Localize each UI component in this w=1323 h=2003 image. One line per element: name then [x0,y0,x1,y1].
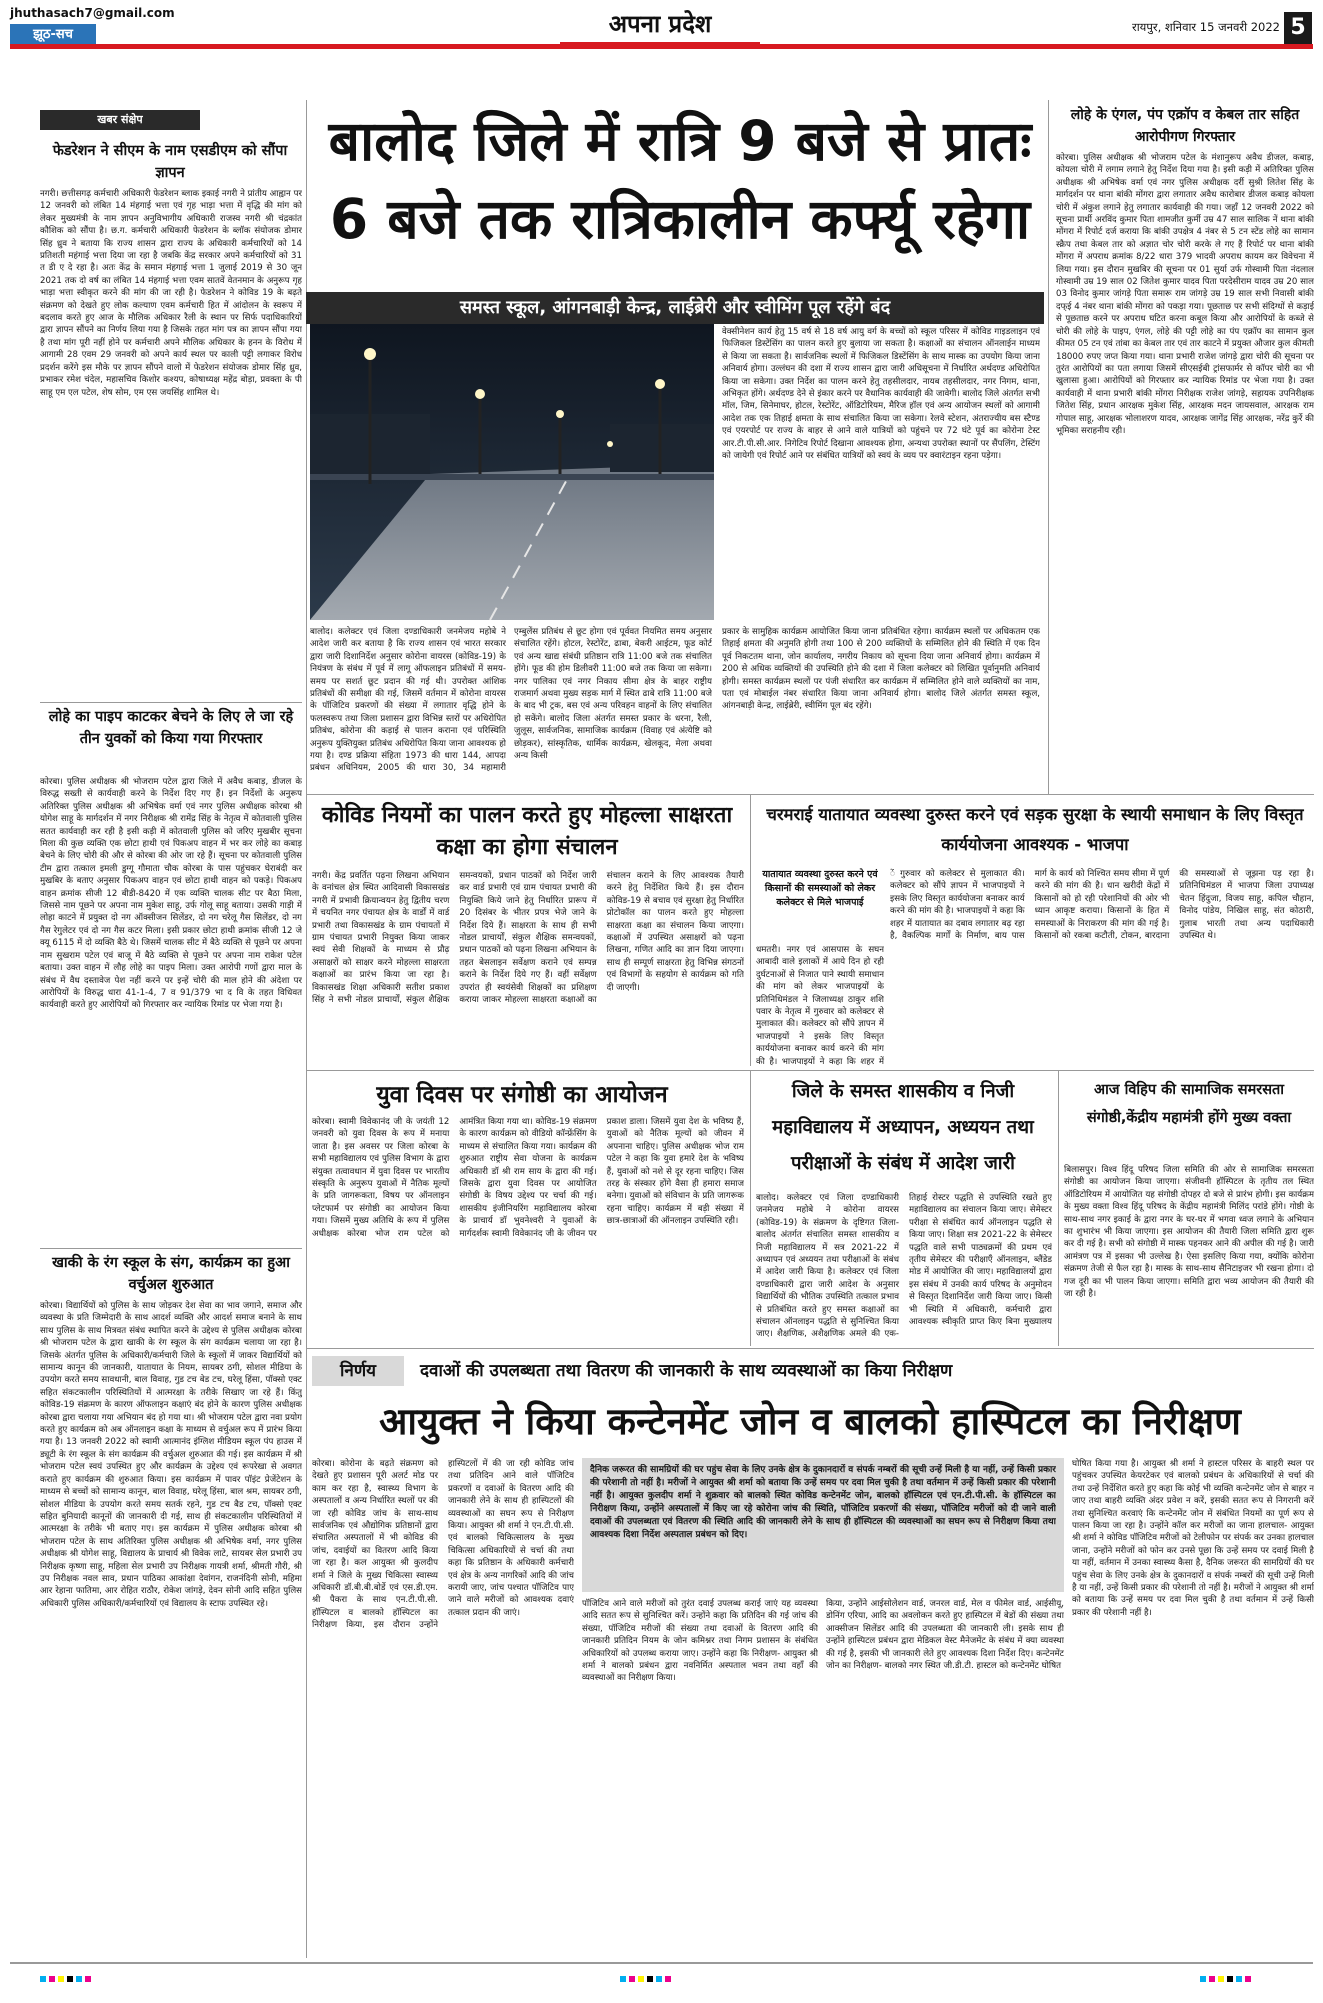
bhajpa-body-cont-text: ें गुरुवार को कलेक्टर से मुलाकात की। कलेक्टर को सौंपे ज्ञापन में भाजपाइयों ने इसके लिए विस्तृत कार्ययोजना बनाकर कार्य करने की मांग की है। भाजपाइयों ने कहा कि शहर में यातायात का दबाव लगातार बढ़ रहा है, वैकल्पिक मार्गों के निर्माण, बाय पास मार्ग के कार्य को निश्चित समय सीमा में पूर्ण करने की मांग की है। धान खरीदी केंद्रों में किसानों को हो रही परेशानियों की ओर भी ध्यान आकृष्ट कराया। किसानों के हित में समस्याओं के निराकरण की मांग की गई है। किसानों को रकबा कटौती, टोकन, बारदाना की समस्याओं से जूझना पड़ रहा है। प्रतिनिधिमंडल में भाजपा जिला उपाध्यक्ष चेतन हिंदुजा, विजय साहू, कपिल चौहान, विनोद पांडेय, निखिल साहू, संत कोठारी, गुलाब भारती तथा अन्य पदाधिकारी उपस्थित थे। [890,869,1314,942]
bhajpa-subhead: यातायात व्यवस्था दुरुस्त करने एवं किसानों की समस्याओं को लेकर कलेक्टर से मिले भाजपाई [762,869,878,908]
curfew-street-photo [310,324,714,620]
bottom-col-4: घोषित किया गया है। आयुक्त श्री शर्मा ने हास्टल परिसर के बाहरी स्थल पर पहुंचकर उपस्थित केयरटेकर एवं बालको प्रबंधन के अधिकारियों से चर्चा की तथा उन्हें निर्देशित करते हुए कहा कि कोई भी व्यक्ति कन्टेनमेंट जोन से बाहर न जाए तथा बाहरी व्यक्ति अंदर प्रवेश न करें, इसकी सतत रूप से निगरानी करें तथा सुनिश्चित करवाएं कि कन्टेनमेंट जोन में संबंधित नियमों का पूर्ण रूप से पालन किया जा रहा है। उन्होंने कॉल कर मरीजों का जाना हालचाल- आयुक्त श्री शर्मा ने कोविड पॉजिटिव मरीजों को टेलीफोन पर संपर्क कर उनका हालचाल जाना, उन्होंने मरीजों को फोन कर उनसे पूछा कि उन्हें समय पर दवाई मिली है या नहीं, वर्तमान में उनका स्वास्थ्य कैसा है, दैनिक जरूरत की सामग्रियों की घर पहुंच सेवा के लिए उनके क्षेत्र के दुकानदारों व संपर्क नम्बरों की सूची उन्हें मिली है या नहीं, उन्हें किसी प्रकार की परेशानी तो नहीं है। मरीजों ने आयुक्त श्री शर्मा को बताया कि उन्हें समय पर दवा मिल चुकी है तथा वर्तमान में उन्हें किसी प्रकार की परेशानी नहीं है। [1072,1459,1314,1618]
vidyalaya-headline: जिले के समस्त शासकीय व निजी महाविद्यालय में अध्यापन, अध्ययन तथा परीक्षाओं के संबंध में आदेश जारी [772,1081,1034,1174]
lead-body-col1: बालोद। कलेक्टर एवं जिला दण्डाधिकारी जनमेजय महोबे ने आदेश जारी कर बताया है कि राज्य शासन एवं भारत सरकार द्वारा जारी दिशानिर्देश अनुसार कोरोना वायरस (कोविड-19) के नियंत्रण के संबंध में पूर्व में लागू ऑफलाइन प्रतिबंधों में समय-समय पर सशर्त छूट प्रदान की गई थी। उपरोक्त आंशिक प्रतिबंधों की समीक्षा की गई, जिसमें वर्तमान में कोरोना वायरस के पॉजिटिव प्रकरणों की संख्या में लगातार वृद्धि होने के फलस्वरूप तथा जिला प्रशासन द्वारा विभिन्न स्तरों पर अधिरोपित प्रतिबंध, कोरोना की कड़ाई से पालन कराना एवं परिस्थिति अनुरूप युक्तियुक्त प्रतिबंध अधिरोपित किया जाना आवश्यक हो गया है। दण्ड प्रक्रिया संहिता 1973 की धारा 144, आपदा प्रबंधन अधिनियम, 2005 की धारा 30, 34 महामारी [310,627,506,774]
vihip-headline: आज विहिप की सामाजिक समरसता संगोष्ठी,केंद्रीय महामंत्री होंगे मुख्य वक्ता [1086,1082,1292,1126]
brief-1-headline: फेडरेशन ने सीएम के नाम एसडीएम को सौंपा ज्ञापन [52,143,288,181]
registration-dots-center [620,1976,671,1982]
vihip-body: बिलासपुर। विश्व हिंदू परिषद जिला समिति की ओर से सामाजिक समरसता संगोष्ठी का आयोजन किया जाएगा। संजीवनी हॉस्पिटल के तृतीय तल स्थित ऑडिटोरियम में आयोजित यह संगोष्ठी दोपहर दो बजे से प्रारंभ होगी। इस कार्यक्रम के मुख्य वक्ता विश्व हिंदू परिषद के केंद्रीय महामंत्री मिलिंद परांडे होंगे। गोष्ठी के साथ-साथ नगर इकाई के द्वारा नगर के घर-घर में भगवा ध्वज लगाने के अभियान का शुभारंभ भी किया जाएगा। इस आयोजन की तैयारी जिला समिति द्वारा शुरू कर दी गई है। सभी को संगोष्ठी में मास्क पहनकर आने की अपील की गई है। जारी आमंत्रण पत्र में इसका भी उल्लेख है। ऐसा इसलिए किया गया, क्योंकि कोरोना संक्रमण तेजी से फैल रहा है। मास्क के साथ-साथ सैनिटाइजर भी रखना होगा। दो गज दूरी का भी पालन किया जाएगा। समिति द्वारा भव्य आयोजन की तैयारी की जा रही है। [1064,1165,1314,1300]
header-red-band [10,44,1313,49]
brief-3-headline: खाकी के रंग स्कूल के संग, कार्यक्रम का हुआ वर्चुअल शुरुआत [52,1255,290,1293]
bottom-col-3: किया, उन्होंने आईसोलेशन वार्ड, जनरल वार्ड, मेल व फीमेल वार्ड, आईसीयू, डोनिंग एरिया, आदि का अवलोकन करते हुए हास्पिटल में बेडों की संख्या तथा आक्सीजन सिलेंडर आदि की उपलब्धता की जानकारी ली। इसके साथ ही उन्होंने हास्पिटल प्रबंधन द्वारा मेडिकल वेस्ट मैनेजमेंट के संबंध में क्या व्यवस्था की गई है, इसकी भी जानकारी लेते हुए आवश्यक दिशा निर्देश दिए। कन्टेनमेंट जोन का निरीक्षण- बालको नगर स्थित जी.डी.टी. हास्टल को कन्टेनमेंट घोषित [826,1599,1064,1672]
yuva-headline: युवा दिवस पर संगोष्ठी का आयोजन [376,1082,668,1108]
bottom-highlight-box [582,1458,1064,1592]
night-road-image [310,324,714,620]
bottom-col-1: कोरबा। कोरोना के बढ़ते संक्रमण को देखते हुए प्रशासन पूरी अलर्ट मोड पर काम कर रहा है, स्वास्थ्य विभाग के अस्पतालों व अन्य निर्धारित स्थलों पर की जा रही कोविड जांच के साथ-साथ सार्वजनिक एवं औद्योगिक प्रतिष्ठानों द्वारा संचालित अस्पतालों में भी कोविड की जांच, दवाईयों का वितरण आदि किया जा रहा है। कल आयुक्त श्री कुलदीप शर्मा ने जिले के मुख्य चिकित्सा स्वास्थ्य अधिकारी डॉ.बी.बी.बोर्डे एवं एस.डी.एम. श्री पैकरा के साथ एन.टी.पी.सी. हॉस्पिटल व बालको हॉस्पिटल का निरीक्षण किया, इस दौरान उन्होंने हास्पिटलों में की जा रही कोविड जांच तथा प्रतिदिन आने वाले पॉजिटिव प्रकरणों व दवाओं के वितरण आदि की जानकारी लेने के साथ ही हास्पिटलों की व्यवस्थाओं का सघन रूप से निरीक्षण किया। आयुक्त श्री शर्मा ने एन.टी.पी.सी. एवं बालको चिकित्सालय के मुख्य चिकित्सा अधिकारियों से चर्चा की तथा कहा कि प्रतिष्ठान के अधिकारी कर्मचारी एवं क्षेत्र के अन्य नागरिकों आदि की जांच करायी जाए, जांच पश्चात पॉजिटिव पाए जाने वाले मरीजों को आवश्यक दवाएं तत्काल प्रदान की जाएं। [312,1459,574,1631]
bhajpa-body: धमतरी। नगर एवं आसपास के सघन आबादी वाले इलाकों में आये दिन हो रही दुर्घटनाओं से निजात पाने स्थायी समाधान की मांग को लेकर भाजपाइयों के प्रतिनिधिमंडल ने जिलाध्यक्ष ठाकुर शशि पवार के नेतृत्व में गुरुवार को कलेक्टर से मुलाकात की। कलेक्टर को सौंपे ज्ञापन में भाजपाइयों ने इसके लिए विस्तृत कार्ययोजना बनाकर कार्य करने की मांग की है। भाजपाइयों ने कहा कि शहर में [756,945,884,1066]
brief-2-body: कोरबा। पुलिस अधीक्षक श्री भोजराम पटेल द्वारा जिले में अवैध कबाड़, डीजल के विरुद्ध सख्ती से कार्यवाही करने के निर्देश दिए गए हैं। इन निर्देशों के अनुरूप अतिरिक्त पुलिस अधीक्षक श्री अभिषेक वर्मा एवं नगर पुलिस अधीक्षक कोरबा श्री योगेश साहू के मार्गदर्शन में नगर निरीक्षक श्री रामेंद्र सिंह के नेतृत्व में कोतवाली पुलिस सतत कार्यवाही कर रही है इसी कड़ी में कोतवाली पुलिस को जरिए मुखबीर सूचना मिला की कुछ व्यक्ति एक छोटा हाथी एवं पिकअप वाहन में भर कर लोहे का कबाड़ बेचने के लिए चोरी की और से कोरबा की ओर जा रहे हैं। सूचना पर कोतवाली पुलिस टीम द्वारा तत्काल इमली डुग्गू गौमाता चौक कोरबा के पास पहुंचकर घेराबंदी कर मुखबिर के बताए अनुसार पिकअप वाहन एवं छोटा हाथी वाहन को पकड़े। पिकअप वाहन क्रमांक सीजी 12 बीडी-8420 में एक व्यक्ति चालक सीट पर बैठा मिला, जिससे नाम पूछने पर अपना नाम मुकेश साहू, उर्फ गोलू साहू बताया। उसकी गाड़ी में लोहा काटने में प्रयुक्त दो नग ऑक्सीजन सिलेंडर, दो नग चरेलू गैस सिलेंडर, दो नग गैस रेगुलेटर एवं दो नग गैस कटर मिला। इसी प्रकार छोटा हाथी क्रमांक सीजी 12 जे क्यू 6115 में दो व्यक्ति बैठे थे। जिसमें चालक सीट में बैठे व्यक्ति से पूछने पर अपना नाम सुखराम पटेल एवं बाजू में बैठे व्यक्ति से पूछने पर अपना नाम राकेश पटेल बताया। उक्त वाहन में लौह लोहे का पाइप मिला। उक्त आरोपी गणों द्वारा माल के संबंध में वैध दस्तावेज पेश नहीं करने पर इन्हें चोरी की माल होने की अंदेशा पर आरोपियों के विरुद्ध धारा 41-1-4, 7 व 91/379 भा द वि के तहत विधिवत कार्यवाही करते हुए आरोपियों को गिरफ्तार कर न्यायिक रिमांड पर भेजा गया है। [40,777,302,1011]
bottom-col-2: पॉजिटिव आने वाले मरीजों को तुरंत दवाई उपलब्ध कराई जाएं यह व्यवस्था आदि सतत रूप से सुनिश्चित करें। उन्होंने कहा कि प्रतिदिन की गई जांच की संख्या, पॉजिटिव मरीजों की संख्या तथा दवाओं के वितरण आदि की जानकारी प्रतिदिन नियम के जोन कमिश्नर तथा निगम प्रशासन के संबंधित अधिकारियों को उपलब्ध कराया जाए। उन्होंने कहा कि निरीक्षण- आयुक्त श्री शर्मा ने बालको प्रबंधन द्वारा नवनिर्मित अस्पताल भवन तथा वहाँ की व्यवस्थाओं का निरीक्षण किया। [582,1599,818,1684]
registration-dots-right [1200,1976,1251,1982]
footer-rule [10,1962,1313,1964]
brief-2-headline: लोहे का पाइप काटकर बेचने के लिए ले जा रहे तीन युवकों को किया गया गिरफ्तार [48,709,294,747]
bhajpa-body-cont [890,868,1314,1066]
registration-dots-left [40,1976,91,1982]
right-top-body: कोरबा। पुलिस अधीक्षक श्री भोजराम पटेल के मंशानुरूप अवैध डीजल, कबाड़, कोयला चोरी में लगाम लगाने हेतु निर्देश दिया गया है। इसी कड़ी में अतिरिक्त पुलिस अधीक्षक श्री अभिषेक वर्मा एवं नगर पुलिस अधीक्षक दर्री सुश्री लितेश सिंह के मार्गदर्शन पर थाना बांकी मोंगरा द्वारा लगातार अवैध कारोबार डीजल कबाड़ कोयला चोरी में अंकुश लगाने हेतु लगातार कार्यवाही की गया। जहाँ 12 जनवरी 2022 को सूचना प्रार्थी अरविंद कुमार पिता शामजीत कुर्मी उम्र 47 साल सालिक नें थाना बांकी मोंगरा में रिपोर्ट दर्ज कराया कि बांकी उपक्षेत्र 4 नंबर से 5 टन स्टेंड लोहे का सामान स्क्रैप तथा केबल तार को अज्ञात चोर चोरी करके ले गए हैं रिपोर्ट पर थाना बांकी मोंगरा में अपराध क्रमांक 8/22 धारा 379 भादवी अपराध कायम कर विवेचना में लिया गया। इस दौरान मुखबिर की सूचना पर 01 सुर्या उर्फ गोस्वामी पिता नंदलाल गोस्वामी उम्र 19 साल 02 जितेश कुमार यादव पिता परदेसीराम यादव उम्र 20 साल 03 विनोद कुमार जांगड़े पिता समारू राम जांगड़े उम्र 19 साल सभी निवासी बांकी दफ्ई 4 नंबर थाना बांकी मोंगरा को पकड़ा गया। पूछताछ पर सभी संदिग्धों से कड़ाई से पूछताछ करने पर अपराध घटित करना कबूल किया और आरोपियों के कब्जे से चोरी की लोहे के पाइप, एंगल, लोहे की पट्टी लोहे का पंप एक्रॉप का सामान कुल कीमत 05 टन एवं तांबा का केबल तार एवं तार काटने में प्रयुक्त औजार कुल कीमती 18000 रुपए जप्त किया गया। थाना प्रभारी राजेश जांगड़े द्वारा चोरी की सूचना पर तुरंत आरोपियों का पता लगाया जिसमें सीएसईबी ट्रांसफार्मर से कॉपर चोरी का भी खुलासा हुआ। आरोपियों को गिरफ्तार कर न्यायिक रिमांड पर भेजा गया है। उक्त कार्यवाही में थाना प्रभारी बांकी मोंगरा निरीक्षक राजेश जांगड़े, सहायक उपनिरीक्षक जितेश सिंह, प्रधान आरक्षक मुकेश सिंह, आरक्षक मदन जायसवाल, आरक्षक राम गोपाल साहू, आरक्षक भोलाशरण यादव, आरक्षक जागेंद्र सिंह आरक्षक, नरेंद्र कुर्रे की भूमिका सराहनीय रही। [1056,153,1314,436]
lead-headline: बालोद जिले में रात्रि 9 बजे से प्रातः 6 बजे तक रात्रिकालीन कर्फ्यू रहेगा [328,109,1032,251]
vidyalaya-body: बालोद। कलेक्टर एवं जिला दण्डाधिकारी जनमेजय महोबे ने कोरोना वायरस (कोविड-19) के संक्रमण के दृष्टिगत जिला-बालोद अंतर्गत संचालित समस्त शासकीय व निजी महाविद्यालय में सत्र 2021-22 में अध्यापन एवं अध्ययन तथा परीक्षाओं के संबंध में आदेश जारी किया है। कलेक्टर एवं जिला दण्डाधिकारी द्वारा जारी आदेश के अनुसार विद्यार्थियों की भौतिक उपस्थिति तत्काल प्रभाव से प्रतिबंधित करते हुए समस्त कक्षाओं का संचालन ऑनलाइन पद्धति से सुनिश्चित किया जाए। शैक्षणिक, अशैक्षणिक अमले की एक-तिहाई रोस्टर पद्धति से उपस्थिति रखते हुए महाविद्यालय का संचालन किया जाए। सेमेस्टर परीक्षा से संबंधित कार्य ऑनलाइन पद्धति से किया जाए। शिक्षा सत्र 2021-22 के सेमेस्टर पद्धति वाले सभी पाठ्यक्रमों की प्रथम एवं तृतीय सेमेस्टर की परीक्षाएँ ऑनलाइन, ब्लैंडेड मोड में आयोजित की जाए। महाविद्यालयों द्वारा इस संबंध में उनकी कार्य परिषद के अनुमोदन से विस्तृत दिशानिर्देश जारी किया जाए। किसी भी स्थिति में अधिकारी, कर्मचारी द्वारा आवश्यक स्वीकृति प्राप्त किए बिना मुख्यालय [756,1193,1052,1340]
mohalla-body: नगरी। केंद्र प्रवर्तित पढ़ना लिखना अभियान के वनांचल क्षेत्र स्थित आदिवासी विकासखंड नगरी में प्रभावी क्रियान्वयन हेतु द्वितीय चरण में चयनित नगर पंचायत क्षेत्र के वार्डों में वार्ड प्रभारी तथा विकासखंड के ग्राम पंचायतों में ग्राम पंचायत प्रभारी नियुक्त किया जाकर स्वयं सेवी शिक्षकों के माध्यम से प्रौढ़ असाक्षरों को साक्षर करने मोहल्ला साक्षरता कक्षाओं का प्रारंभ किया जा रहा है। विकासखंड शिक्षा अधिकारी सतीश प्रकाश सिंह ने सभी नोडल प्राचार्यों, संकुल शैक्षिक समन्वयकों, प्रधान पाठकों को निर्देश जारी कर वार्ड प्रभारी एवं ग्राम पंचायत प्रभारी की नियुक्ति किये जाने हेतु निर्धारित प्रारूप में 20 दिसंबर के भीतर प्रपत्र भेजे जाने के निर्देश दिये हैं। साक्षरता के साथ ही सभी नोडल प्राचार्यों, संकुल शैक्षिक समन्वयकों, प्रधान पाठकों को पढ़ना लिखना अभियान के तहत बेसलाइन सर्वेक्षण कराने एवं सम्पन्न कराने के निर्देश दिये गए हैं। वहीं सर्वेक्षण उपरांत ही स्वयंसेवी शिक्षकों का प्रशिक्षण कराया जाकर मोहल्ला साक्षरता कक्षाओं का संचालन कराने के लिए आवश्यक तैयारी करने हेतु निर्देशित किये हैं। इस दौरान कोविड-19 से बचाव एवं सुरक्षा हेतु निर्धारित प्रोटोकॉल का पालन करते हुए मोहल्ला साक्षरता कक्षा का संचालन किया जाएगा। कक्षाओं में उपस्थित असाक्षरों को पढ़ना लिखना, गणित आदि का ज्ञान दिया जाएगा। साथ ही सम्पूर्ण साक्षरता हेतु विभिन्न संगठनों एवं विभागों के सहयोग से कार्यक्रम को गति दी जाएगी। [312,871,744,1006]
brief-3-body: कोरबा। विद्यार्थियों को पुलिस के साथ जोड़कर देश सेवा का भाव जगाने, समाज और व्यवस्था के प्रति जिम्मेदारी के साथ आदर्श व्यक्ति और आदर्श समाज बनाने के साथ साथ पुलिस के साथ मित्रवत संबंध स्थापित करने के उद्देश्य से पुलिस अधीक्षक कोरबा श्री भोजराम पटेल के द्वारा खाकी के रंग स्कूल के संग कार्यक्रम चलाया जा रहा है। जिसके अंतर्गत पुलिस के अधिकारी/कर्मचारी जिले के स्कूलों में जाकर विद्यार्थियों को सामान्य कानून की जानकारी, यातायात के नियम, सायबर ठगी, सोशल मीडिया के उपयोग करते समय सावधानी, बाल विवाह, गुड टच बेड टच, घरेलू हिंसा, पॉक्सो एक्ट सहित संकटकालीन परिस्थितियों में आत्मरक्षा के तरीके सिखाए जा रहे हैं। किंतु कोविड-19 संक्रमण के कारण ऑफलाइन कक्षाएं बंद होने के कारण पुलिस अधीक्षक कोरबा द्वारा चलाया गया अभियान बंद हो गया था। श्री भोजराम पटेल द्वारा नवा प्रयोग करते हुए कार्यक्रम को अब ऑनलाइन कक्षा के माध्यम से वर्चुअल रूप में प्रारंभ किया गया है। 13 जनवरी 2022 को स्वामी आत्मानंद इंग्लिश मीडियम स्कूल पंप हाउस में ड्यूटी के रंग स्कूल के संग कार्यक्रम की वर्चुअल शुरुआत की गई। इस कार्यक्रम में श्री भोजराम पटेल स्वयं उपस्थित हुए और कार्यक्रम के उद्देश्य एवं रूपरेखा से अवगत कराते हुए कार्यक्रम की शुरुआत किया। इस कार्यक्रम में पावर पॉइंट प्रेजेंटेशन के माध्यम से बच्चों को सामान्य कानून, बाल विवाह, घरेलू हिंसा, बाल श्रम, सायबर ठगी, सोशल मीडिया के उपयोग करते समय सतर्क रहने, गुड टच बैड टच, पॉक्सो एक्ट सहित बुनियादी कानूनों की जानकारी दी गई, साथ ही संकटकालीन परिस्थितियों में आत्मरक्षा के तरीके भी बताए गए। इस कार्यक्रम में पुलिस अधीक्षक कोरबा श्री भोजराम पटेल के साथ अतिरिक्त पुलिस अधीक्षक श्री अभिषेक वर्मा, नगर पुलिस अधीक्षक श्री योगेश साहू, विद्यालय के प्राचार्य श्री विवेक लाटे, सायबर सेल प्रभारी उप निरीक्षक कृष्णा साहू, महिला सेल प्रभारी उप निरीक्षक गायत्री शर्मा, श्रीमती गौरी, श्री उप निरीक्षक नवल साव, प्रधान पाठिका आकांक्षा देवांगन, राजनंदिनी सोनी, महिमा आर रेहाना फातिमा, आर रोहित राठौर, रोकेश जांगड़े, देवन सोनी आदि सहित पुलिस अधिकारी पुलिस अधिकारी/कर्मचारियों एवं विद्यालय के स्टाफ उपस्थित रहे। [40,1301,302,1609]
bottom-headline: आयुक्त ने किया कन्टेनमेंट जोन व बालको हास्पिटल का निरीक्षण [379,1400,1241,1443]
lead-body-right-top: वेक्सीनेशन कार्य हेतु 15 वर्ष से 18 वर्ष आयु वर्ग के बच्चों को स्कूल परिसर में कोविड गाइडलाइन एवं फिजिकल डिस्टेंसिंग का पालन करते हुए बुलाया जा सकता है। कक्षाओं का संचालन ऑनलाईन माध्यम से किया जा सकता है। सार्वजनिक स्थलों में फिजिकल डिस्टेंसिंग के साथ मास्क का उपयोग किया जाना अनिवार्य होगा। उल्लंघन की दशा में राज्य शासन द्वारा जारी अधिसूचना में निर्धारित अर्थदण्ड अधिरोपित किया जा सकेगा। उक्त निर्देश का पालन करने हेतु तहसीलदार, नायब तहसीलदार, नगर निगम, थाना, अभिकृत होंगे। अर्थदण्ड देने से इंकार करने पर वैधानिक कार्यवाही की जावेगी। बालोद जिले अंतर्गत सभी मॉल, जिम, सिनेमाघर, होटल, रेस्टोरेंट, ऑडिटोरियम, मैरिज हॉल एवं अन्य आयोजन स्थलों को आगामी आदेश तक एक तिहाई क्षमता के साथ संचालित किया जा सकेगा। रेलवे स्टेशन, अंतराज्यीय बस स्टैण्ड एवं एयरपोर्ट पर राज्य के बाहर से आने वाले यात्रियों को पहुंचने पर 72 घंटे पूर्व का कोरोना टेस्ट आर.टी.पी.सी.आर. निगेटिव रिपोर्ट दिखाना आवश्यक होगा, अन्यथा उपरोक्त स्थानों पर सैंपलिंग, टेस्टिंग को जायेगी एवं रिपोर्ट आने पर संबंधित यात्रियों को स्वयं के व्यय पर क्वारंटाइन रहना पड़ेगा। [722,327,1040,462]
bottom-highlight-text: दैनिक जरूरत की सामग्रियों की घर पहुंच सेवा के लिए उनके क्षेत्र के दुकानदारों व संपर्क नम्बरों की सूची उन्हें मिली है या नहीं, उन्हें किसी प्रकार की परेशानी तो नहीं है। मरीजों ने आयुक्त श्री शर्मा को बताया कि उन्हें समय पर दवा मिल चुकी है तथा वर्तमान में उन्हें किसी प्रकार की परेशानी नहीं है। आयुक्त कुलदीप शर्मा ने शुक्रवार को बालको स्थित कोविड कन्टेनमेंट जोन, बालको हॉस्पिटल एवं एन.टी.पी.सी. के हॉस्पिटल का निरीक्षण किया, उन्होंने अस्पतालों में किए जा रहे कोरोना जांच की स्थिति, पॉजिटिव प्रकरणों की संख्या, पॉजिटिव मरीजों को दी जाने वाली दवाओं की उपलब्धता एवं वितरण की स्थिति आदि की जानकारी लेने के साथ ही हॉस्पिटल की व्यवस्थाओं का सघन रूप से निरीक्षण किया तथा आवश्यक दिशा निर्देश अस्पताल प्रबंधन को दिए। [590,1465,1056,1540]
page-number: 5 [1284,12,1312,44]
mohalla-headline: कोविड नियमों का पालन करते हुए मोहल्ला साक्षरता कक्षा का होगा संचालन [321,803,733,860]
bottom-tag: निर्णय [312,1356,404,1386]
lead-subhead: समस्त स्कूल, आंगनबाड़ी केन्द्र, लाईब्रेरी और स्वीमिंग पूल रहेंगे बंद [306,292,1044,324]
email-line: jhuthasach7@gmail.com [10,6,175,20]
bottom-kicker: दवाओं की उपलब्धता तथा वितरण की जानकारी के साथ व्यवस्थाओं का किया निरीक्षण [420,1361,953,1381]
dateline: रायपुर, शनिवार 15 जनवरी 2022 [1131,20,1280,34]
briefs-label: खबर संक्षेप [40,110,200,130]
yuva-body: कोरबा। स्वामी विवेकानंद जी के जयंती 12 जनवरी को युवा दिवस के रूप में मनाया जाता है। इस अवसर पर जिला कोरबा के सभी महाविद्यालय एवं पुलिस विभाग के द्वारा संयुक्त तत्वावधान में युवा दिवस पर भारतीय संस्कृति के अनुरूप युवाओं में नैतिक मूल्यों के प्रति जागरूकता, विषय पर ऑनलाइन प्लेटफार्म पर संगोष्ठी का आयोजन किया गया। जिसमें मुख्य अतिथि के रूप में पुलिस अधीक्षक कोरबा भोज राम पटेल को आमंत्रित किया गया था। कोविड-19 संक्रमण के कारण कार्यक्रम को वीडियो कॉन्फ्रेंसिंग के माध्यम से संचालित किया गया। कार्यक्रम की शुरुआत राष्ट्रीय सेवा योजना के कार्यक्रम अधिकारी डॉ श्री राम साय के द्वारा की गई। जिसके द्वारा युवा दिवस पर आयोजित संगोष्ठी के विषय उद्देश्य पर चर्चा की गई। शासकीय इंजीनियरिंग महाविद्यालय कोरबा के प्राचार्य डॉ भुवनेश्वरी ने युवाओं के मार्गदर्शक स्वामी विवेकानंद जी के जीवन पर प्रकाश डाला। जिसमें युवा देश के भविष्य हैं, युवाओं को नैतिक मूल्यों को जीवन में अपनाना चाहिए। पुलिस अधीक्षक भोज राम पटेल ने कहा कि युवा हमारे देश के भविष्य हैं, युवाओं को नशे से दूर रहना चाहिए। जिस तरह के संस्कार होंगे वैसा ही हमारा समाज बनेगा। युवाओं को संविधान के प्रति जागरूक रहना चाहिए। कार्यक्रम में बड़ी संख्या में छात्र-छात्राओं की ऑनलाइन उपस्थिति रही। [312,1117,744,1239]
lead-body-col3: प्रकार के सामुहिक कार्यक्रम आयोजित किया जाना प्रतिबंधित रहेगा। कार्यक्रम स्थलों पर अधिकतम एक तिहाई क्षमता की अनुमति होगी तथा 100 से 200 व्यक्तियों के सम्मिलित होने की स्थिति में एक दिन पूर्व निकटतम थाना, जोन कार्यालय, नगरीय निकाय को सूचना दिया जाना अनिवार्य होगा। कार्यक्रम में 200 से अधिक व्यक्तियों की उपस्थिति होने की दशा में जिला कलेक्टर को लिखित पूर्वानुमति अनिवार्य होगी। समस्त कार्यक्रम स्थलों पर पंजी संधारित कर कार्यक्रम में सम्मिलित होने वाले व्यक्तियों का नाम, पता एवं मोबाईल नंबर संधारित किया जाना अनिवार्य होगा। बालोद जिले अंतर्गत समस्त स्कूल, आंगनबाड़ी केन्द्र, लाईब्रेरी, स्वीमिंग पूल बंद रहेंगे। [722,627,1040,712]
brief-1-body: नगरी। छत्तीसगढ़ कर्मचारी अधिकारी फेडरेशन ब्लाक इकाई नगरी ने प्रांतीय आह्वान पर 12 जनवरी को लंबित 14 मंहगाई भत्ता एवं गृह भाड़ा भत्ता में वृद्धि की मांग को लेकर मुख्यमंत्री के नाम ज्ञापन अनुविभागीय अधिकारी राजस्व नगरी श्री चंद्रकांत कौशिक को सौंपा है। छ.ग. कर्मचारी अधिकारी फेडरेशन के ब्लॉक संयोजक डोमार सिंह ध्रुव ने बताया कि राज्य शासन द्वारा राज्य के अधिकारी कर्मचारियों को 14 प्रतिशती महंगाई भत्ता दिया जा रहा है जबकि केंद्र सरकार अपने कर्मचारियों को 31 त डी ए दे रहा है। अतः केंद्र के समान मंहगाई भत्ता 1 जुलाई 2019 से 30 जून 2021 तक दो वर्ष का लंबित 14 मंहगाई भत्ता एवम सातवें वेतनमान के अनुरूप गृह भाड़ा भत्ता स्वीकृत करने की मांग की जा रही है। फेडरेशन ने कोविड 19 के बढ़ते संक्रमण को देखते हुए लोक कल्याण एवम कर्मचारी हित में आंदोलन के स्वरूप में बदलाव करते हुए आज के मौलिक अधिकार रैली के स्थान पर सिर्फ पदाधिकारियों द्वारा ज्ञापन सौंपने का निर्णय लिया गया है जिसके तहत मांग पत्र का ज्ञापन सौंपा गया है तथा मांग पूरी नहीं होने पर कर्मचारी अपने मौलिक अधिकार के हनन के विरोध में आगामी 28 एवम 29 जनवरी को अपने कार्य स्थल पर काली पट्टी लगाकर विरोध प्रदर्शन करेंगे इस मौके पर ज्ञापन सौंपने वालो में फेडरेशन संयोजक डोमार सिंह ध्रुव, प्रभाकर रमेश चंदेल, महासचिव किशोर कश्यप, कोषाध्यक्ष महेंद्र बोड़ा, प्रवक्ता के पी साहू एम एल पटेल, शेष सोम, एम एस जयसिंह शामिल थे। [40,189,302,398]
lead-body-col2: एम्बुलेंस प्रतिबंध से छूट होगा एवं पूर्ववत नियमित समय अनुसार संचालित रहेंगे। होटल, रेस्टोरेंट, ढाबा, बेकरी आईटम, फूड कोर्ट एवं अन्य खाद्य संबंधी प्रतिष्ठान रात्रि 11:00 बजे तक संचालित होंगे। फूड की होम डिलीवरी 11:00 बजे तक किया जा सकेगा। नगर पालिका एवं नगर निकाय सीमा क्षेत्र के बाहर राष्ट्रीय राजमार्ग अथवा मुख्य सड़क मार्ग में स्थित ढाबे रात्रि 11:00 बजे के बाद भी ट्रक, बस एवं अन्य परिवहन वाहनों के लिए संचालित हो सकेंगे। बालोद जिला अंतर्गत समस्त प्रकार के धरना, रैली, जुलूस, सार्वजनिक, सामाजिक कार्यक्रम (विवाह एवं अंत्येष्टि को छोड़कर), सांस्कृतिक, धार्मिक कार्यक्रम, खेलकूद, मेला अथवा अन्य किसी [514,627,712,762]
bhajpa-headline: चरमराई यातायात व्यवस्था दुरुस्त करने एवं सड़क सुरक्षा के स्थायी समाधान के लिए विस्तृत कार्ययोजना आवश्यक - भाजपा [766,805,1304,854]
section-title: अपना प्रदेश [560,4,760,44]
masthead-logo: झूठ-सच [10,24,96,46]
right-top-headline: लोहे के एंगल, पंप एक्रॉप व केबल तार सहित आरोपीगण गिरफ्तार [1070,107,1300,145]
